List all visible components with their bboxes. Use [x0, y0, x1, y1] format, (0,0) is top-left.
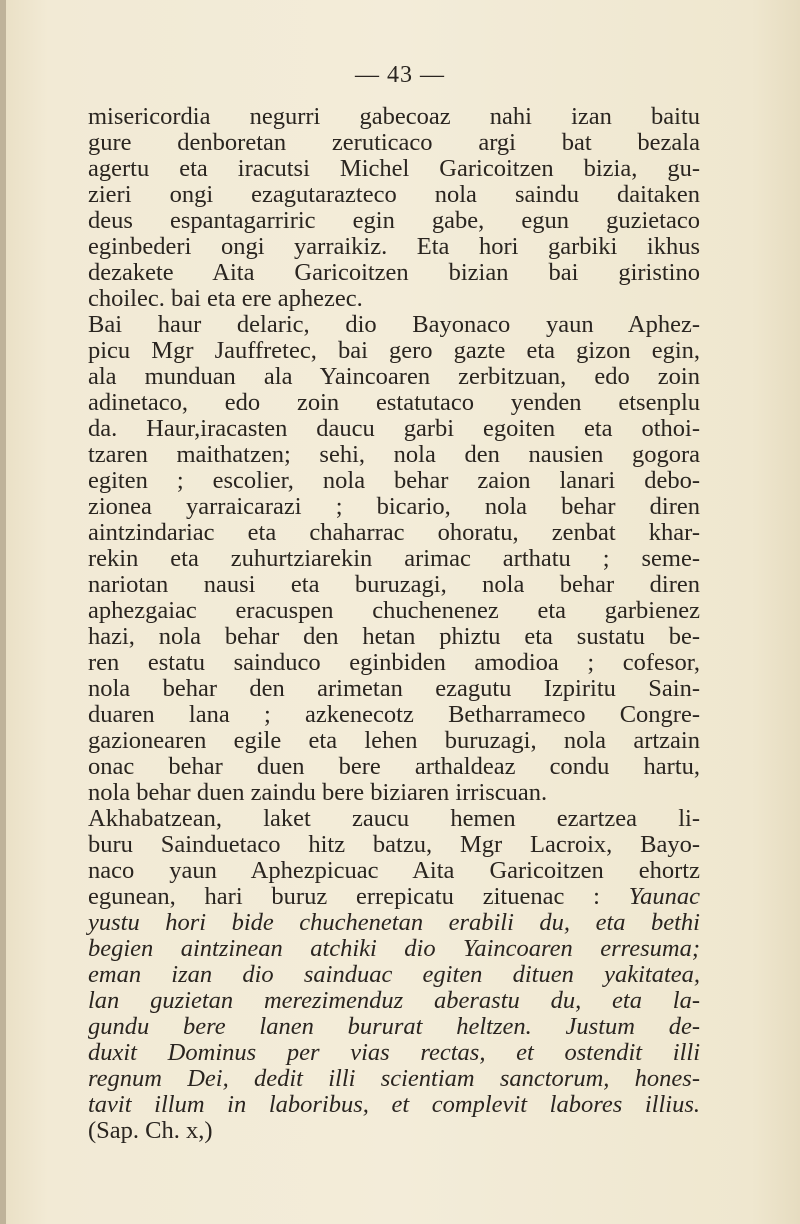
text-line: choilec. bai eta ere aphezec. [88, 285, 363, 312]
text-line: eman izan dio sainduac egiten dituen yakitatea, [88, 961, 700, 988]
text-line: Bai haur delaric, dio Bayonaco yaun Aphez- [88, 311, 700, 338]
body-text [88, 104, 700, 1144]
text-line: rekin eta zuhurtziarekin arimac arthatu ; seme- [88, 545, 700, 572]
text-line: gazionearen egile eta lehen buruzagi, nola artzain [88, 727, 700, 754]
quote-segment: Yaunac [628, 883, 700, 910]
text-line: adinetaco, edo zoin estatutaco yenden etsenplu [88, 389, 700, 416]
text-line: deus espantagarriric egin gabe, egun guzietaco [88, 207, 700, 234]
text-line: hazi, nola behar den hetan phiztu eta sustatu be- [88, 623, 700, 650]
text-line: agertu eta iracutsi Michel Garicoitzen bizia, gu- [88, 155, 700, 182]
text-line: gure denboretan zeruticaco argi bat bezala [88, 129, 700, 156]
text-line: ren estatu sainduco eginbiden amodioa ; cofesor, [88, 649, 700, 676]
page-number: — 43 — [355, 62, 445, 88]
text-line: zieri ongi ezagutarazteco nola saindu daitaken [88, 181, 700, 208]
text-line: duxit Dominus per vias rectas, et ostendit illi [88, 1039, 700, 1066]
text-line: Akhabatzean, laket zaucu hemen ezartzea li- [88, 805, 700, 832]
page-edge-shadow [0, 0, 6, 1224]
text-segment: egunean, hari buruz errepicatu zituenac : [88, 883, 629, 910]
text-line: zionea yarraicarazi ; bicario, nola behar diren [88, 493, 700, 520]
text-line: begien aintzinean atchiki dio Yaincoaren erresuma; [88, 935, 700, 962]
text-line: aintzindariac eta chaharrac ohoratu, zenbat khar- [88, 519, 700, 546]
text-line: tzaren maithatzen; sehi, nola den nausien gogora [88, 441, 700, 468]
text-line: nola behar den arimetan ezagutu Izpiritu Sain- [88, 675, 700, 702]
text-line: aphezgaiac eracuspen chuchenenez eta garbienez [88, 597, 700, 624]
text-line: nariotan nausi eta buruzagi, nola behar diren [88, 571, 700, 598]
text-line: da. Haur,iracasten daucu garbi egoiten eta othoi- [88, 415, 700, 442]
text-line: yustu hori bide chuchenetan erabili du, eta bethi [88, 909, 700, 936]
text-line: picu Mgr Jauffretec, bai gero gazte eta gizon egin, [88, 337, 700, 364]
text-line: gundu bere lanen bururat heltzen. Justum de- [88, 1013, 700, 1040]
text-line: dezakete Aita Garicoitzen bizian bai giristino [88, 259, 700, 286]
text-line: ala munduan ala Yaincoaren zerbitzuan, edo zoin [88, 363, 700, 390]
text-line [88, 884, 700, 910]
text-line: regnum Dei, dedit illi scientiam sanctorum, hones- [88, 1065, 700, 1092]
text-line: egiten ; escolier, nola behar zaion lanari debo- [88, 467, 700, 494]
text-line: tavit illum in laboribus, et complevit labores illius. [88, 1091, 700, 1118]
text-line: buru Sainduetaco hitz batzu, Mgr Lacroix, Bayo- [88, 831, 700, 858]
text-line: naco yaun Aphezpicuac Aita Garicoitzen ehortz [88, 857, 700, 884]
text-line: duaren lana ; azkenecotz Betharrameco Congre- [88, 701, 700, 728]
text-line: misericordia negurri gabecoaz nahi izan baitu [88, 103, 700, 130]
text-line: onac behar duen bere arthaldeaz condu hartu, [88, 753, 700, 780]
text-line: (Sap. Ch. x,) [88, 1117, 213, 1144]
text-line: eginbederi ongi yarraikiz. Eta hori garbiki ikhus [88, 233, 700, 260]
text-line: lan guzietan merezimenduz aberastu du, eta la- [88, 987, 700, 1014]
text-line: nola behar duen zaindu bere biziaren irriscuan. [88, 779, 548, 806]
